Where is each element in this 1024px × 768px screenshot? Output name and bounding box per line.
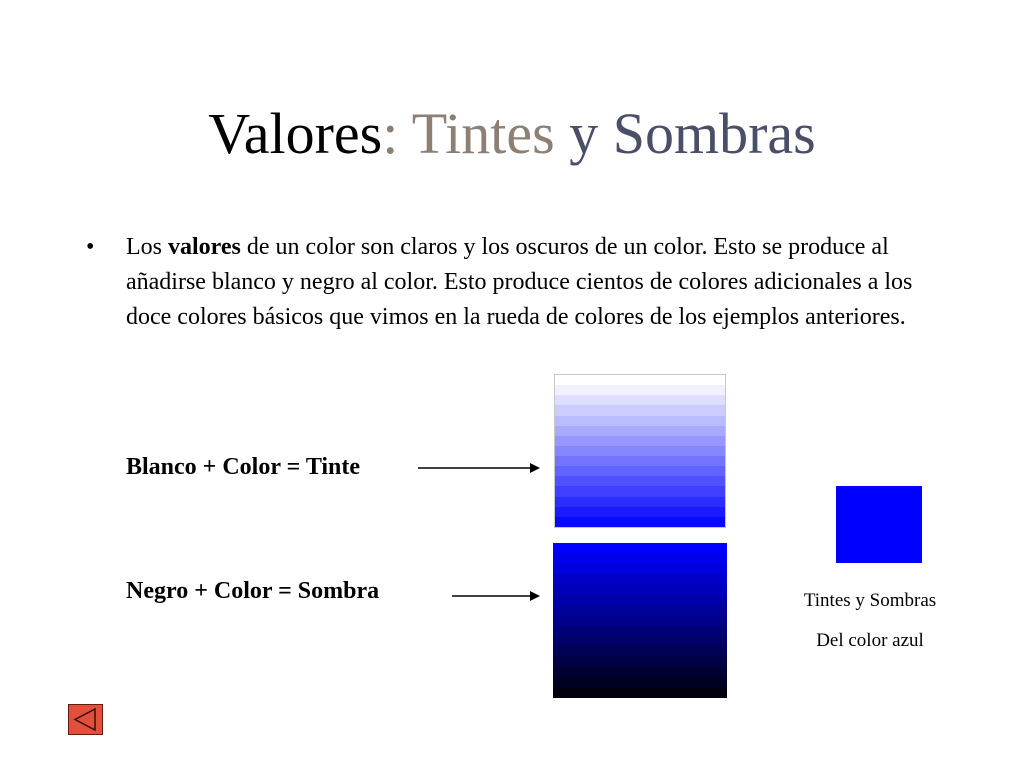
bullet-emphasis: valores [168,234,241,260]
shade-band [553,626,727,636]
tint-band [555,405,725,415]
shade-band [553,657,727,667]
shade-formula-label: Negro + Color = Sombra [126,578,380,604]
shade-band [553,677,727,687]
title-sombras: y Sombras [554,101,816,166]
bullet-marker: • [86,234,95,260]
shade-band [553,543,727,553]
tint-band [555,375,725,385]
tint-formula-label: Blanco + Color = Tinte [126,454,361,480]
shade-band [553,584,727,594]
swatch-caption-line2: Del color azul [816,630,924,651]
tint-band [555,476,725,486]
tint-band [555,416,725,426]
title-tintes: Tintes [398,101,555,166]
shade-arrow-icon [452,588,542,604]
shade-gradient-swatch [553,543,727,698]
tint-band [555,517,725,527]
shade-band [553,636,727,646]
tint-band [555,385,725,395]
tint-band [555,497,725,507]
slide-title [0,98,1024,170]
title-valores: Valores [208,101,383,166]
bullet-text [126,230,956,335]
back-triangle-icon [69,705,102,734]
tint-band [555,446,725,456]
bullet-prefix: Los [126,234,168,260]
shade-band [553,667,727,677]
tint-gradient-swatch [554,374,726,528]
shade-band [553,605,727,615]
base-blue-swatch [836,486,922,563]
swatch-caption-line1: Tintes y Sombras [803,590,937,611]
shade-band [553,595,727,605]
tint-band [555,426,725,436]
back-button[interactable] [68,704,103,735]
tint-band [555,456,725,466]
tint-band [555,466,725,476]
tint-band [555,486,725,496]
shade-band [553,688,727,698]
tint-band [555,507,725,517]
shade-band [553,646,727,656]
title-colon: : [382,101,399,166]
shade-band [553,553,727,563]
tint-band [555,395,725,405]
shade-band [553,564,727,574]
tint-band [555,436,725,446]
bullet-body: de un color son claros y los oscuros de un color. Esto se produce al añadirse blanco y negro al color. Esto produce cientos de colores adicionales a los doce colores básicos que vimos en la rueda de colores de los ejemplos anteriores. [126,234,913,330]
shade-band [553,574,727,584]
tint-arrow-icon [418,460,542,476]
shade-band [553,615,727,625]
